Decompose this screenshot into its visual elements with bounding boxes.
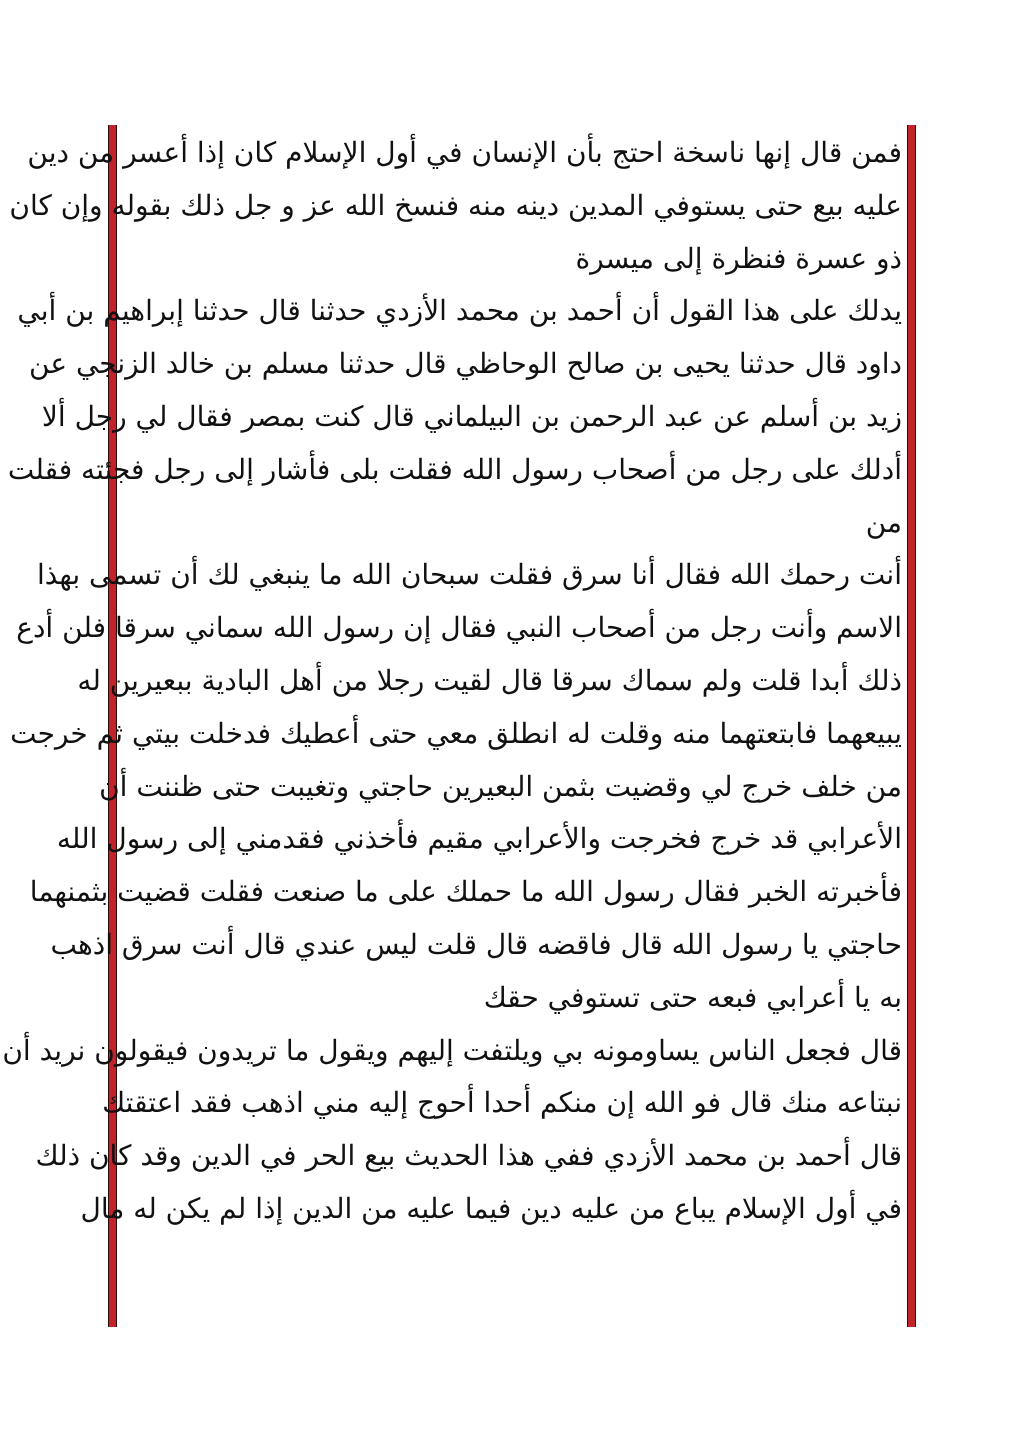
text-line: أدلك على رجل من أصحاب رسول الله فقلت بلى فأشار إلى رجل فجئته فقلت <box>7 452 902 486</box>
text-line: نبتاعه منك قال فو الله إن منكم أحدا أحوج إليه مني اذهب فقد اعتقتك <box>102 1086 902 1120</box>
text-line: ذو عسرة فنظرة إلى ميسرة <box>575 241 902 275</box>
text-line: فأخبرته الخبر فقال رسول الله ما حملك على ما صنعت فقلت قضيت بثمنهما <box>29 875 902 909</box>
text-line: به يا أعرابي فبعه حتى تستوفي حقك <box>483 980 902 1014</box>
text-line: فمن قال إنها ناسخة احتج بأن الإنسان في أول الإسلام كان إذا أعسر من دين <box>27 136 902 169</box>
arabic-text-block <box>2 127 902 1236</box>
text-line: الاسم وأنت رجل من أصحاب النبي فقال إن رسول الله سماني سرقا فلن أدع <box>16 611 902 645</box>
text-line: من <box>865 505 902 539</box>
text-line: يدلك على هذا القول أن أحمد بن محمد الأزدي حدثنا قال حدثنا إبراهيم بن أبي <box>17 294 902 328</box>
text-line: داود قال حدثنا يحيى بن صالح الوحاظي قال حدثنا مسلم بن خالد الزنجي عن <box>29 347 902 381</box>
text-line: الأعرابي قد خرج فخرجت والأعرابي مقيم فأخذني فقدمني إلى رسول الله <box>56 822 902 856</box>
text-line: في أول الإسلام يباع من عليه دين فيما عليه من الدين إذا لم يكن له مال <box>80 1191 902 1225</box>
text-line: من خلف خرج لي وقضيت بثمن البعيرين حاجتي وتغيبت حتى ظننت أن <box>99 769 902 803</box>
text-line: قال أحمد بن محمد الأزدي ففي هذا الحديث بيع الحر في الدين وقد كان ذلك <box>35 1139 902 1173</box>
text-line: يبيعهما فابتعتهما منه وقلت له انطلق معي حتى أعطيك فدخلت بيتي ثم خرجت <box>10 716 902 750</box>
text-line: ذلك أبدا قلت ولم سماك سرقا قال لقيت رجلا من أهل البادية ببعيرين له <box>77 663 902 697</box>
text-line: قال فجعل الناس يساومونه بي ويلتفت إليهم ويقول ما تريدون فيقولون نريد أن <box>2 1033 902 1067</box>
text-line: زيد بن أسلم عن عبد الرحمن بن البيلماني قال كنت بمصر فقال لي رجل ألا <box>41 399 902 433</box>
text-line: عليه بيع حتى يستوفي المدين دينه منه فنسخ الله عز و جل ذلك بقوله وإن كان <box>9 188 902 222</box>
page-border-right <box>907 125 916 1327</box>
text-line: حاجتي يا رسول الله قال فاقضه قال قلت ليس عندي قال أنت سرق اذهب <box>50 927 902 961</box>
text-line: أنت رحمك الله فقال أنا سرق فقلت سبحان الله ما ينبغي لك أن تسمى بهذا <box>36 558 902 592</box>
